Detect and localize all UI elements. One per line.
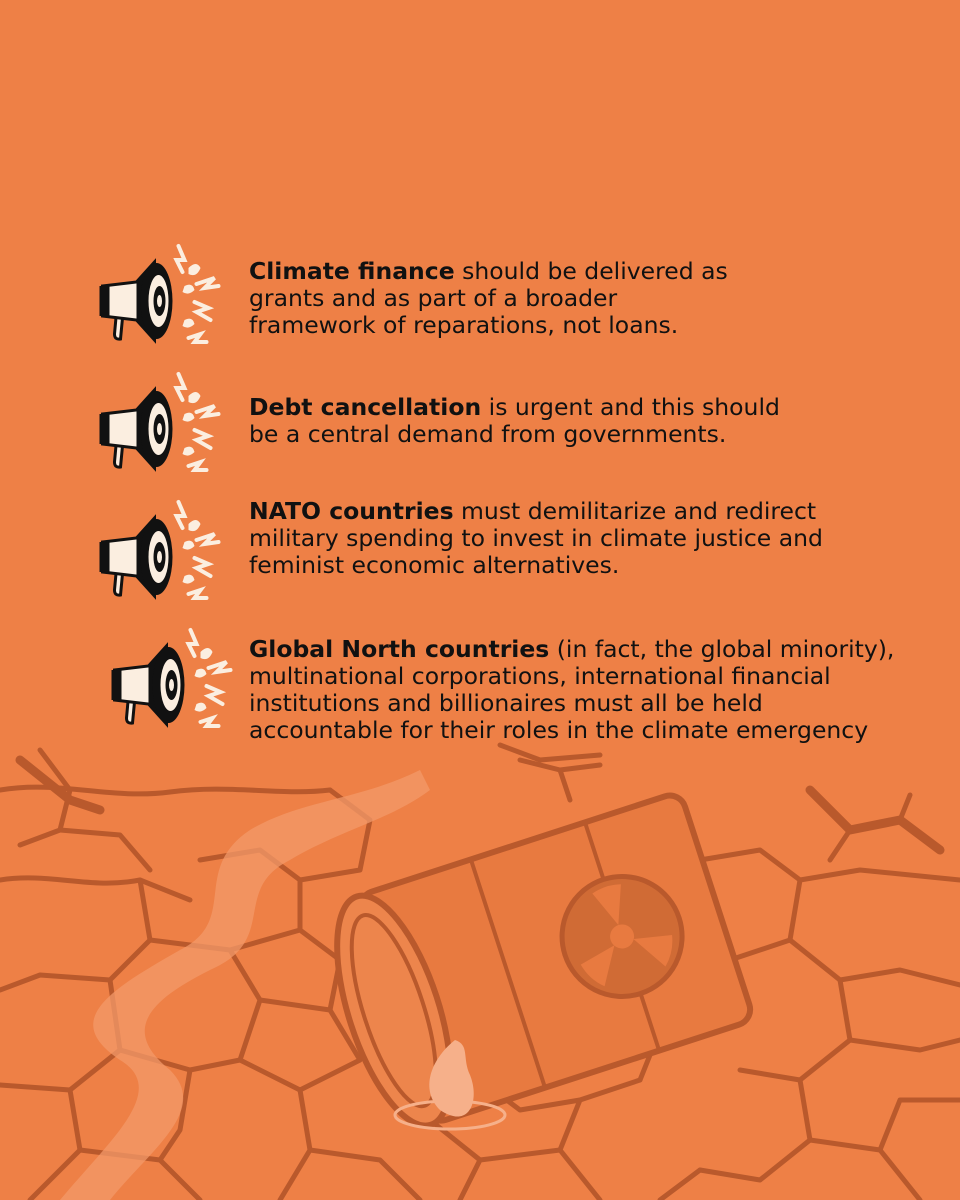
item-title: NATO countries	[249, 497, 454, 525]
item-text: Debt cancellation is urgent and this should be a central demand from governments.	[249, 393, 780, 448]
megaphone-icon	[94, 494, 224, 604]
item-title: Climate finance	[249, 257, 455, 285]
megaphone-icon	[106, 622, 236, 732]
megaphone-icon	[94, 366, 224, 476]
item-text: Climate finance should be delivered as grants and as part of a broader framework of reparations, not loans.	[249, 257, 728, 339]
megaphone-icon	[94, 238, 224, 348]
radioactive-barrel-icon	[314, 791, 754, 1138]
item-text: NATO countries must demilitarize and redirect military spending to invest in climate justice and feminist economic alternatives.	[249, 497, 823, 579]
item-text: Global North countries (in fact, the global minority), multinational corporations, international financial institutions and billionaires must all be held accountable for their roles in the climate emergency	[249, 635, 895, 744]
item-title: Debt cancellation	[249, 393, 482, 421]
item-title: Global North countries	[249, 635, 550, 663]
